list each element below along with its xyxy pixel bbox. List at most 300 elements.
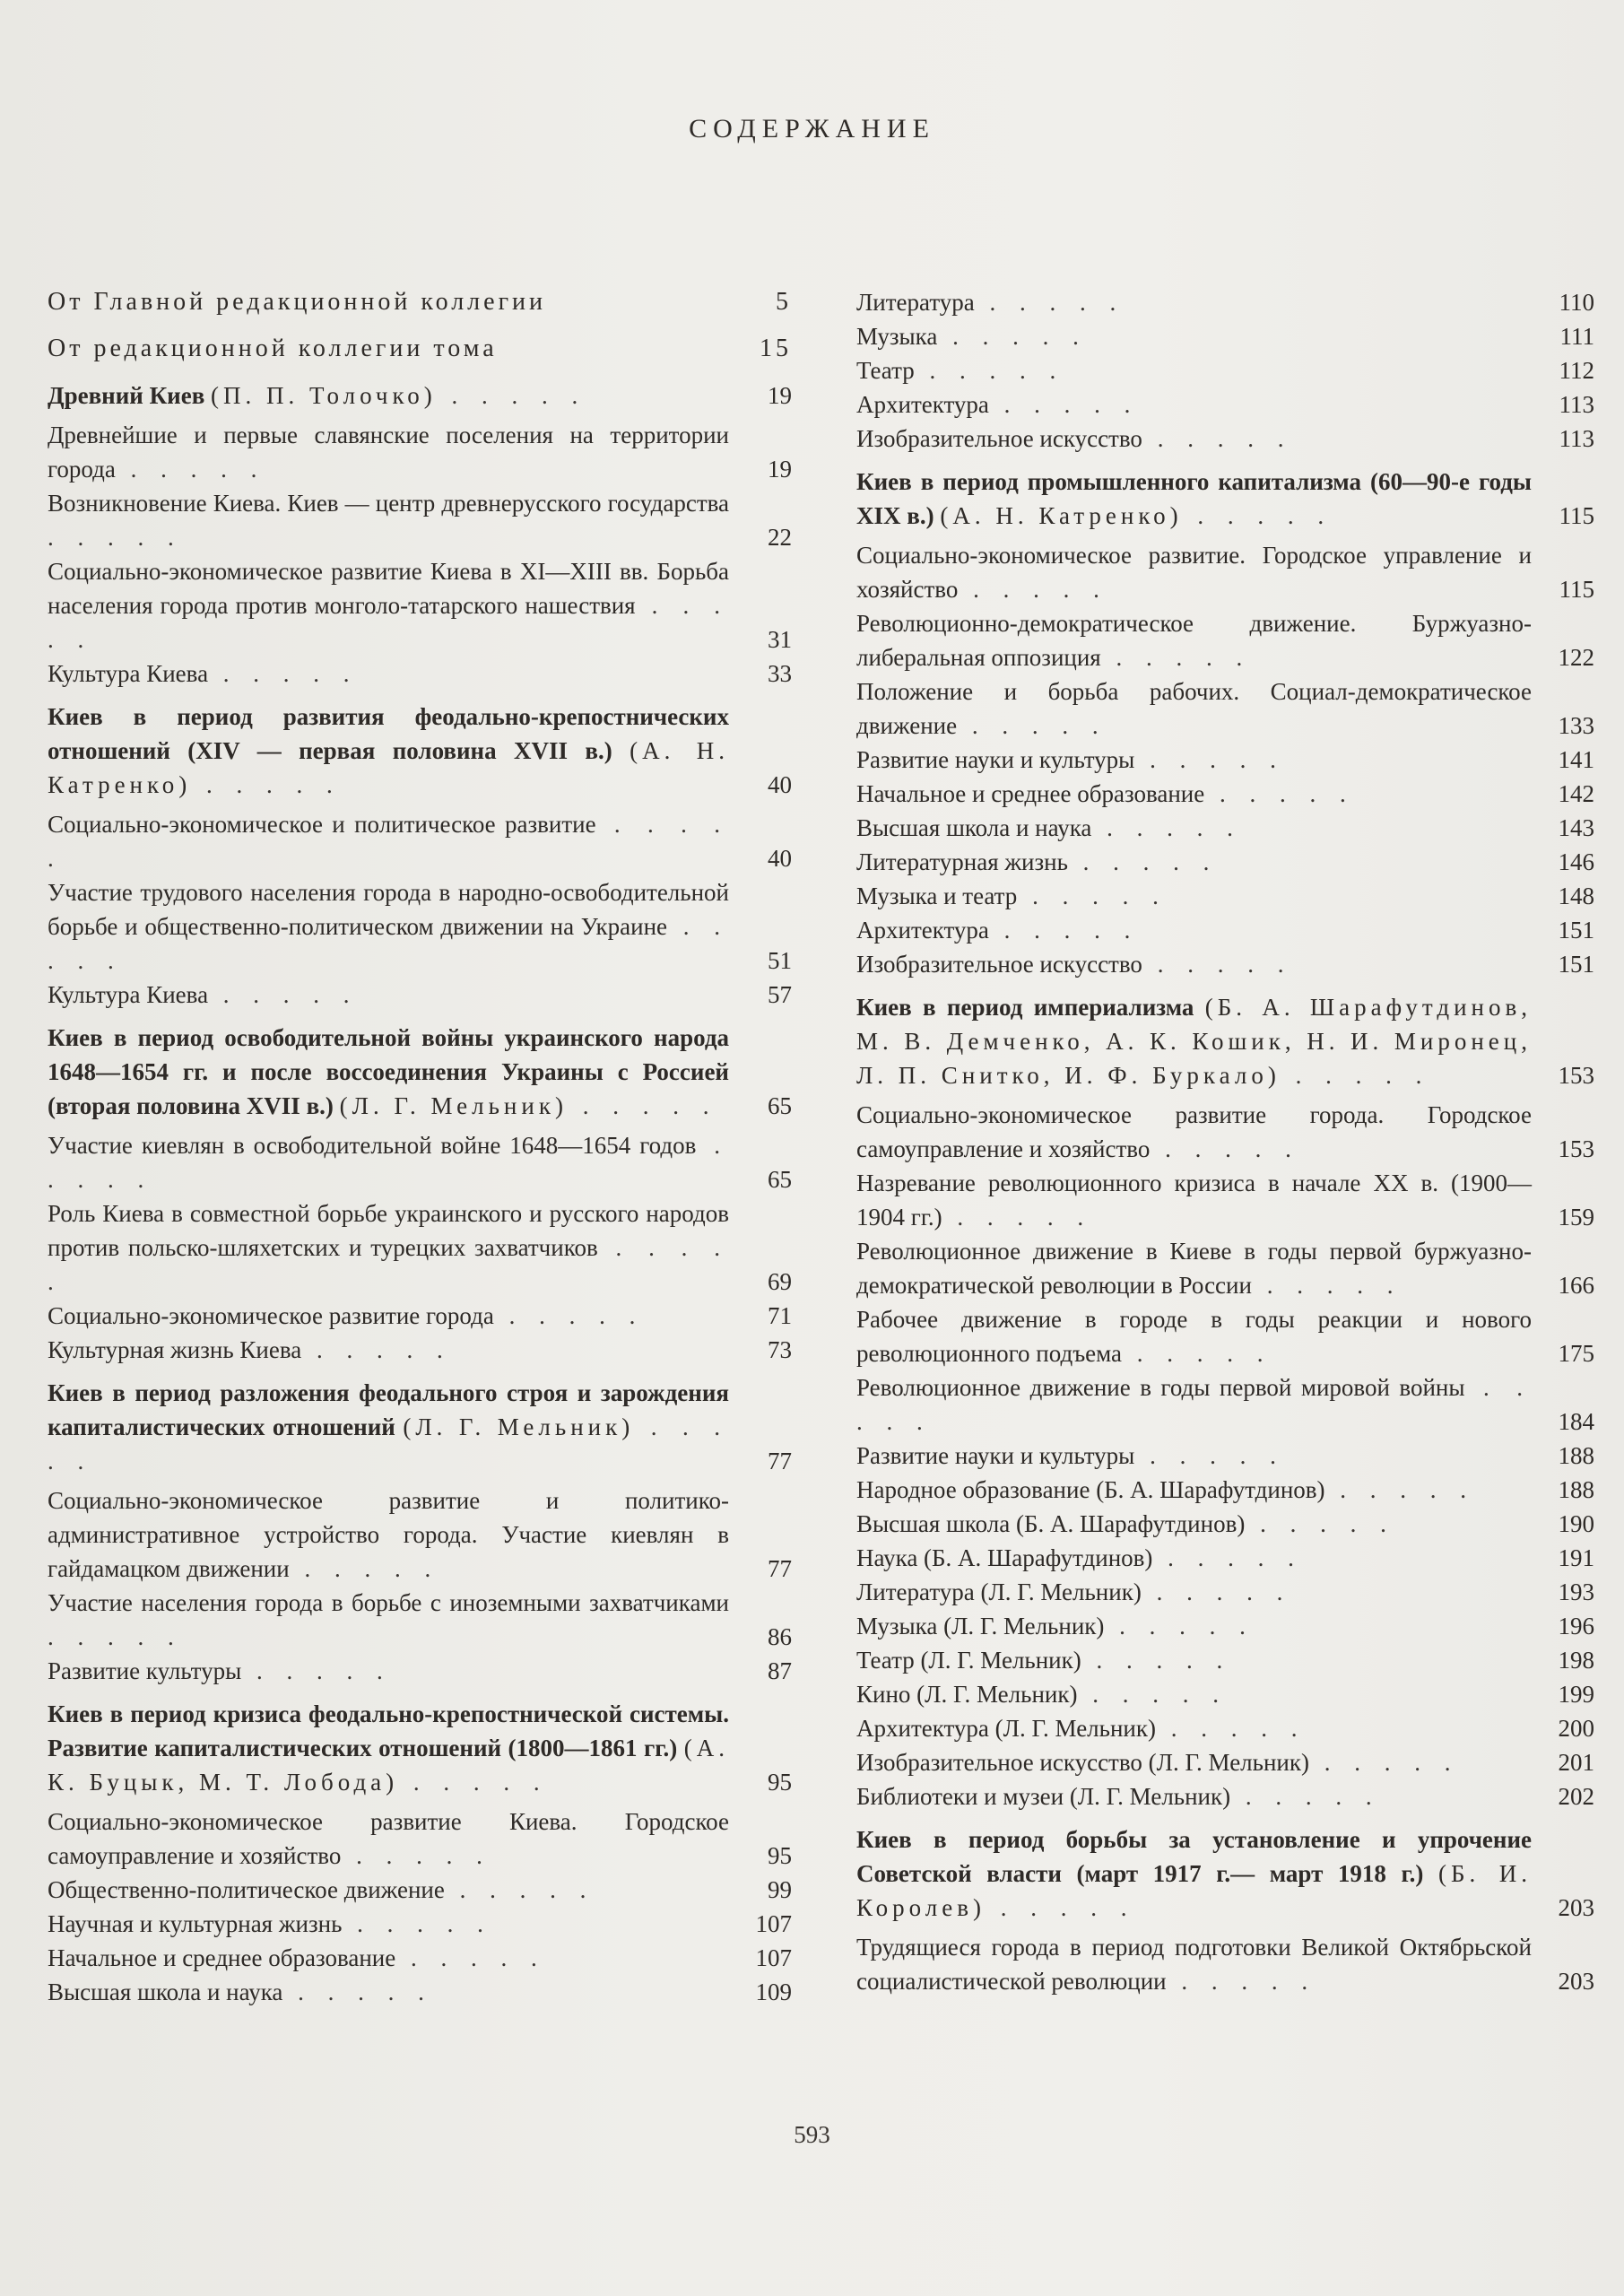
entry-title: Назревание революционного кризиса в начале XX в. (1900—1904 гг.): [856, 1170, 1532, 1231]
toc-entry: [856, 1745, 1594, 1779]
toc-entry: [856, 538, 1594, 606]
toc-section-entry: [48, 700, 792, 802]
toc-page-number: 188: [1558, 1476, 1594, 1503]
toc-entry: [856, 777, 1594, 811]
toc-entry: [856, 811, 1594, 845]
toc-entry-title: [856, 777, 1532, 811]
leader-dots: . . . . .: [988, 917, 1140, 944]
toc-entry-title: [856, 1473, 1532, 1507]
toc-entry: [48, 1333, 792, 1367]
leader-dots: . . . . .: [48, 1623, 183, 1650]
toc-left-column: [48, 285, 792, 2009]
entry-title: Начальное и среднее образование: [856, 780, 1205, 807]
toc-entry: [856, 1779, 1594, 1813]
toc-entry: [48, 875, 792, 978]
toc-entry: [856, 1507, 1594, 1541]
section-title: Киев в период развития феодально-крепостнических отношений (XIV — первая половина XVII в.): [48, 703, 729, 764]
leader-dots: . . . . .: [957, 712, 1107, 739]
toc-entry-title: [48, 486, 729, 554]
toc-entry-title: [856, 879, 1532, 913]
toc-page-number: 175: [1558, 1340, 1594, 1367]
toc-page-number: 110: [1559, 289, 1594, 316]
leader-dots: . . . . .: [444, 1876, 595, 1903]
leader-dots: . . . . .: [208, 660, 359, 687]
entry-title: Высшая школа и наука: [48, 1979, 283, 2005]
entry-title: Развитие науки и культуры: [856, 1442, 1135, 1469]
leader-dots: . . . . .: [1245, 1510, 1395, 1537]
toc-entry-title: [48, 1376, 729, 1478]
leader-dots: . . . . .: [282, 1979, 433, 2005]
toc-entry: [856, 845, 1594, 879]
entry-title: Музыка (Л. Г. Мельник): [856, 1613, 1105, 1639]
toc-page-number: 95: [768, 1842, 792, 1869]
leader-dots: . . . . .: [1100, 644, 1252, 671]
toc-entry-title: [48, 1333, 729, 1367]
toc-entry: [856, 606, 1594, 674]
toc-entry-title: [856, 1575, 1532, 1609]
toc-entry-title: [856, 811, 1532, 845]
entry-title: Социально-экономическое и политическое развитие: [48, 811, 596, 838]
toc-entry: [856, 1930, 1594, 1998]
leader-dots: . . . . .: [567, 1092, 718, 1119]
toc-section-entry: [856, 465, 1594, 533]
leader-dots: . . . . .: [191, 771, 342, 798]
section-author: (Б. И. Королев): [856, 1860, 1532, 1921]
entry-title: Архитектура: [856, 917, 989, 944]
toc-page-number: 40: [768, 845, 792, 872]
leader-dots: . . . . .: [1166, 1968, 1317, 1995]
toc-entry-title: [48, 418, 729, 486]
entry-title: Социально-экономическое развитие города. Городское самоуправление и хозяйство: [856, 1101, 1532, 1162]
toc-entry: [48, 1805, 792, 1873]
toc-entry-title: [856, 353, 1532, 387]
toc-page-number: 77: [768, 1448, 792, 1474]
leader-dots: . . . . .: [1081, 1647, 1232, 1674]
toc-entry-title: [48, 1975, 729, 2009]
section-author: (А. Н. Катренко): [940, 502, 1183, 529]
entry-title: Социально-экономическое развитие города: [48, 1302, 494, 1329]
toc-page-number: 153: [1558, 1062, 1594, 1089]
leader-dots: . . . . .: [48, 913, 730, 974]
toc-entry: [856, 1609, 1594, 1643]
leader-dots: . . . . .: [395, 1944, 546, 1971]
entry-title: Трудящиеся города в период подготовки Великой Октябрьской социалистической революции: [856, 1934, 1532, 1995]
entry-title: Научная и культурная жизнь: [48, 1910, 343, 1937]
entry-title: Библиотеки и музеи (Л. Г. Мельник): [856, 1783, 1231, 1810]
toc-entry: [856, 1234, 1594, 1302]
toc-entry-title: [856, 1711, 1532, 1745]
toc-front-entry: [48, 285, 792, 319]
toc-entry: [856, 1439, 1594, 1473]
section-title: Древний Киев: [48, 382, 205, 409]
leader-dots: . . . . .: [48, 811, 729, 872]
toc-page-number: 141: [1558, 746, 1594, 773]
entry-title: Революционное движение в годы первой мировой войны: [856, 1374, 1465, 1401]
toc-page-number: 77: [768, 1555, 792, 1582]
toc-page-number: 19: [768, 456, 792, 483]
entry-title: Наука (Б. А. Шарафутдинов): [856, 1544, 1153, 1571]
entry-title: Социально-экономическое развитие и политико-административное устройство города. Участие киевлян в гайдамацком движении: [48, 1487, 729, 1582]
toc-page-number: 166: [1558, 1272, 1594, 1299]
toc-entry: [856, 913, 1594, 947]
leader-dots: . . . . .: [942, 1204, 1093, 1231]
leader-dots: . . . . .: [1152, 1544, 1303, 1571]
leader-dots: . . . . .: [974, 289, 1125, 316]
entry-title: Социально-экономическое развитие Киева в XI—XIII вв. Борьба населения города против монголо-татарского нашествия: [48, 558, 729, 619]
toc-page-number: 15: [760, 335, 792, 362]
toc-entry: [48, 978, 792, 1012]
toc-page-number: 133: [1558, 712, 1594, 739]
toc-entry: [856, 1541, 1594, 1575]
toc-entry-title: [48, 1483, 729, 1586]
toc-entry-title: [856, 674, 1532, 743]
toc-entry: [856, 1575, 1594, 1609]
toc-entry-title: [48, 1021, 729, 1123]
toc-entry-title: [48, 1654, 729, 1688]
toc-page-number: 199: [1558, 1681, 1594, 1708]
entry-title: Театр (Л. Г. Мельник): [856, 1647, 1081, 1674]
toc-entry-title: [48, 1805, 729, 1873]
leader-dots: . . . . .: [48, 524, 183, 551]
toc-entry: [48, 1586, 792, 1654]
toc-entry: [48, 1483, 792, 1586]
leader-dots: . . . . .: [341, 1842, 491, 1869]
section-author: (А. К. Буцык, М. Т. Лобода): [48, 1735, 729, 1796]
toc-front-entry: [48, 332, 792, 366]
toc-page-number: 201: [1558, 1749, 1594, 1776]
toc-page-number: 33: [768, 660, 792, 687]
toc-entry-title: [856, 465, 1532, 533]
toc-entry: [48, 1299, 792, 1333]
leader-dots: . . . . .: [1251, 1272, 1403, 1299]
leader-dots: . . . . .: [958, 576, 1108, 603]
toc-entry: [856, 1370, 1594, 1439]
leader-dots: . . . . .: [1204, 780, 1355, 807]
section-title: Киев в период борьбы за установление и упрочение Советской власти (март 1917 г.— март 1918 г.): [856, 1826, 1532, 1887]
section-author: (А. Н. Катренко): [48, 737, 729, 798]
section-author: (Л. Г. Мельник): [403, 1413, 635, 1440]
entry-title: Революционное движение в Киеве в годы первой буржуазно-демократической революции в России: [856, 1238, 1532, 1299]
toc-page-number: 193: [1558, 1578, 1594, 1605]
toc-entry-title: [856, 285, 1532, 319]
leader-dots: . . . . .: [48, 592, 729, 653]
toc-entry-title: [856, 1643, 1532, 1677]
leader-dots: . . . . .: [856, 1374, 1532, 1435]
toc-entry: [48, 807, 792, 875]
toc-entry-title: [856, 1098, 1532, 1166]
toc-page-number: 107: [755, 1944, 792, 1971]
leader-dots: . . . . .: [1104, 1613, 1255, 1639]
toc-entry-title: [856, 422, 1532, 456]
toc-page-number: 188: [1558, 1442, 1594, 1469]
toc-entry: [856, 1711, 1594, 1745]
entry-title: Культура Киева: [48, 981, 209, 1008]
toc-entry-title: [856, 1930, 1532, 1998]
toc-entry: [48, 1196, 792, 1299]
entry-title: Общественно-политическое движение: [48, 1876, 445, 1903]
toc-entry-title: [856, 845, 1532, 879]
toc-entry: [856, 879, 1594, 913]
entry-title: Рабочее движение в городе в годы реакции и нового революционного подъема: [856, 1306, 1532, 1367]
toc-page-number: 109: [755, 1979, 792, 2005]
toc-page-number: 65: [768, 1166, 792, 1193]
leader-dots: . . . . .: [914, 357, 1065, 384]
toc-page-number: 148: [1558, 883, 1594, 909]
toc-entry-title: [856, 1745, 1532, 1779]
entry-title: Развитие науки и культуры: [856, 746, 1135, 773]
leader-dots: . . . . .: [1091, 814, 1242, 841]
toc-entry-title: [856, 1609, 1532, 1643]
toc-entry: [48, 1941, 792, 1975]
page-title: СОДЕРЖАНИЕ: [689, 114, 935, 144]
toc-entry-title: [856, 990, 1532, 1092]
toc-page-number: 113: [1559, 391, 1594, 418]
toc-entry-title: [48, 1586, 729, 1654]
page-number: 593: [794, 2121, 830, 2148]
toc-entry-title: [48, 332, 729, 366]
toc-page-number: 69: [768, 1268, 792, 1295]
toc-entry: [856, 319, 1594, 353]
leader-dots: . . . . .: [986, 1894, 1136, 1921]
entry-title: Кино (Л. Г. Мельник): [856, 1681, 1078, 1708]
leader-dots: . . . . .: [241, 1657, 392, 1684]
leader-dots: . . . . .: [1280, 1062, 1431, 1089]
entry-title: Социально-экономическое развитие Киева. Городское самоуправление и хозяйство: [48, 1808, 729, 1869]
toc-entry-title: [48, 554, 729, 657]
leader-dots: . . . . .: [1134, 746, 1285, 773]
leader-dots: . . . . .: [342, 1910, 492, 1937]
toc-entry-title: [48, 978, 729, 1012]
toc-entry-title: [48, 1941, 729, 1975]
leader-dots: . . . . .: [289, 1555, 440, 1582]
toc-entry: [856, 947, 1594, 981]
leader-dots: . . . . .: [301, 1336, 452, 1363]
section-title: Киев в период империализма: [856, 994, 1194, 1021]
section-title: Киев в период промышленного капитализма (60—90-е годы XIX в.): [856, 468, 1532, 529]
toc-entry: [856, 1473, 1594, 1507]
toc-section-entry: [48, 1376, 792, 1478]
toc-page-number: 115: [1559, 576, 1594, 603]
toc-entry: [856, 285, 1594, 319]
leader-dots: . . . . .: [48, 1234, 729, 1295]
toc-entry-title: [856, 947, 1532, 981]
toc-page-number: 51: [768, 947, 792, 974]
toc-entry-title: [856, 1302, 1532, 1370]
section-author: (Б. А. Шарафутдинов, М. В. Демченко, А. К. Кошик, Н. И. Миронец, Л. П. Снитко, И. Ф. Буркало): [856, 994, 1532, 1089]
toc-page-number: 99: [768, 1876, 792, 1903]
leader-dots: . . . . .: [1182, 502, 1333, 529]
toc-entry-title: [856, 1677, 1532, 1711]
leader-dots: . . . . .: [115, 456, 266, 483]
leader-dots: . . . . .: [208, 981, 359, 1008]
toc-page-number: 22: [768, 524, 792, 551]
toc-entry-title: [856, 913, 1532, 947]
entry-title: Литература (Л. Г. Мельник): [856, 1578, 1142, 1605]
toc-page-number: 151: [1558, 917, 1594, 944]
toc-page-number: 65: [768, 1092, 792, 1119]
toc-entry-title: [856, 606, 1532, 674]
entry-title: Революционно-демократическое движение. Буржуазно-либеральная оппозиция: [856, 610, 1532, 671]
entry-title: Начальное и среднее образование: [48, 1944, 396, 1971]
toc-page-number: 40: [768, 771, 792, 798]
toc-page-number: 86: [768, 1623, 792, 1650]
leader-dots: . . . . .: [48, 1132, 729, 1193]
toc-entry-title: [48, 1196, 729, 1299]
toc-section-entry: [48, 1021, 792, 1123]
toc-entry: [856, 1643, 1594, 1677]
entry-title: Музыка и театр: [856, 883, 1018, 909]
toc-page-number: 71: [768, 1302, 792, 1329]
leader-dots: . . . . .: [1122, 1340, 1272, 1367]
toc-page-number: 159: [1558, 1204, 1594, 1231]
entry-title: Культурная жизнь Киева: [48, 1336, 302, 1363]
leader-dots: . . . . .: [1142, 425, 1293, 452]
toc-page-number: 112: [1559, 357, 1594, 384]
toc-page-number: 107: [755, 1910, 792, 1937]
toc-page-number: 95: [768, 1769, 792, 1796]
toc-entry-title: [48, 285, 729, 319]
toc-page-number: 113: [1559, 425, 1594, 452]
toc-entry: [856, 422, 1594, 456]
section-author: (Л. Г. Мельник): [339, 1092, 568, 1119]
entry-title: Театр: [856, 357, 915, 384]
leader-dots: . . . . .: [1155, 1715, 1307, 1742]
leader-dots: . . . . .: [1077, 1681, 1228, 1708]
toc-entry-title: [856, 743, 1532, 777]
toc-entry-title: [48, 1907, 729, 1941]
toc-page-number: 31: [768, 626, 792, 653]
toc-page-number: 203: [1558, 1968, 1594, 1995]
leader-dots: . . . . .: [48, 1413, 730, 1474]
toc-entry-title: [856, 319, 1532, 353]
toc-entry-title: [48, 875, 729, 978]
entry-title: От Главной редакционной коллегии: [48, 288, 547, 316]
entry-title: Возникновение Киева. Киев — центр древнерусского государства: [48, 490, 729, 517]
leader-dots: . . . . .: [398, 1769, 549, 1796]
toc-entry-title: [856, 1507, 1532, 1541]
toc-entry-title: [48, 1299, 729, 1333]
toc-entry: [48, 1975, 792, 2009]
toc-entry: [856, 1677, 1594, 1711]
toc-entry-title: [856, 1166, 1532, 1234]
entry-title: Высшая школа и наука: [856, 814, 1092, 841]
toc-page-number: 115: [1559, 502, 1594, 529]
toc-entry: [856, 387, 1594, 422]
toc-entry: [856, 743, 1594, 777]
toc-entry-title: [48, 700, 729, 802]
toc-page-number: 57: [768, 981, 792, 1008]
toc-entry-title: [48, 378, 729, 413]
toc-section-entry: [48, 1697, 792, 1799]
toc-page-number: 153: [1558, 1135, 1594, 1162]
toc-page-number: 19: [768, 382, 792, 409]
toc-page-number: 73: [768, 1336, 792, 1363]
leader-dots: . . . . .: [1308, 1749, 1460, 1776]
entry-title: Высшая школа (Б. А. Шарафутдинов): [856, 1510, 1246, 1537]
entry-title: Изобразительное искусство (Л. Г. Мельник): [856, 1749, 1309, 1776]
toc-page-number: 196: [1558, 1613, 1594, 1639]
toc-page-number: 198: [1558, 1647, 1594, 1674]
toc-entry: [856, 674, 1594, 743]
toc-entry-title: [856, 1541, 1532, 1575]
toc-section-entry: [856, 1822, 1594, 1925]
toc-entry-title: [48, 1697, 729, 1799]
toc-page-number: 203: [1558, 1894, 1594, 1921]
toc-entry: [48, 418, 792, 486]
toc-entry-title: [856, 1779, 1532, 1813]
leader-dots: . . . . .: [937, 323, 1088, 350]
toc-page-number: 146: [1558, 848, 1594, 875]
entry-title: Изобразительное искусство: [856, 951, 1142, 978]
entry-title: Изобразительное искусство: [856, 425, 1142, 452]
entry-title: Литературная жизнь: [856, 848, 1068, 875]
entry-title: От редакционной коллегии тома: [48, 335, 498, 362]
entry-title: Архитектура: [856, 391, 989, 418]
toc-entry: [856, 1302, 1594, 1370]
section-title: Киев в период освободительной войны украинского народа 1648—1654 гг. и после воссоединения Украины с Россией (вторая половина XVII в.): [48, 1024, 729, 1119]
toc-entry: [856, 353, 1594, 387]
section-title: Киев в период кризиса феодально-крепостнической системы. Развитие капиталистических отношений (1800—1861 гг.): [48, 1700, 729, 1761]
entry-title: Культура Киева: [48, 660, 209, 687]
toc-entry: [48, 1128, 792, 1196]
toc-entry-title: [48, 1128, 729, 1196]
toc-entry-title: [856, 1370, 1532, 1439]
toc-page-number: 200: [1558, 1715, 1594, 1742]
toc-entry: [48, 486, 792, 554]
toc-entry-title: [856, 1822, 1532, 1925]
toc-entry: [48, 1907, 792, 1941]
entry-title: Литература: [856, 289, 975, 316]
toc-page-number: 151: [1558, 951, 1594, 978]
leader-dots: . . . . .: [493, 1302, 645, 1329]
section-title: Киев в период разложения феодального строя и зарождения капиталистических отношений: [48, 1379, 729, 1440]
leader-dots: . . . . .: [1142, 951, 1293, 978]
toc-page-number: 191: [1558, 1544, 1594, 1571]
leader-dots: . . . . .: [436, 382, 587, 409]
entry-title: Участие трудового населения города в народно-освободительной борьбе и общественно-политическом движении на Украине: [48, 879, 729, 940]
toc-entry-title: [48, 807, 729, 875]
toc-entry-title: [48, 1873, 729, 1907]
leader-dots: . . . . .: [1230, 1783, 1381, 1810]
toc-page-number: 111: [1559, 323, 1594, 350]
toc-page-number: 184: [1558, 1408, 1594, 1435]
leader-dots: . . . . .: [1017, 883, 1168, 909]
section-author: (П. П. Толочко): [211, 382, 437, 409]
entry-title: Архитектура (Л. Г. Мельник): [856, 1715, 1156, 1742]
entry-title: Участие киевлян в освободительной войне 1648—1654 годов: [48, 1132, 697, 1159]
leader-dots: . . . . .: [1067, 848, 1219, 875]
entry-title: Народное образование (Б. А. Шарафутдинов): [856, 1476, 1325, 1503]
entry-title: Роль Киева в совместной борьбе украинского и русского народов против польско-шляхетских и турецких захватчиков: [48, 1200, 729, 1261]
entry-title: Музыка: [856, 323, 938, 350]
toc-page-number: 143: [1558, 814, 1594, 841]
toc-section-entry: [856, 990, 1594, 1092]
toc-page-number: 87: [768, 1657, 792, 1684]
entry-title: Участие населения города в борьбе с иноземными захватчиками: [48, 1589, 729, 1616]
leader-dots: . . . . .: [1141, 1578, 1292, 1605]
leader-dots: . . . . .: [1324, 1476, 1476, 1503]
toc-right-column: [856, 285, 1594, 1998]
toc-entry: [48, 1654, 792, 1688]
leader-dots: . . . . .: [1134, 1442, 1285, 1469]
toc-entry: [48, 657, 792, 691]
entry-title: Развитие культуры: [48, 1657, 242, 1684]
toc-page-number: 190: [1558, 1510, 1594, 1537]
leader-dots: . . . . .: [1150, 1135, 1300, 1162]
toc-page-number: 142: [1558, 780, 1594, 807]
toc-entry: [48, 1873, 792, 1907]
toc-entry-title: [856, 1234, 1532, 1302]
